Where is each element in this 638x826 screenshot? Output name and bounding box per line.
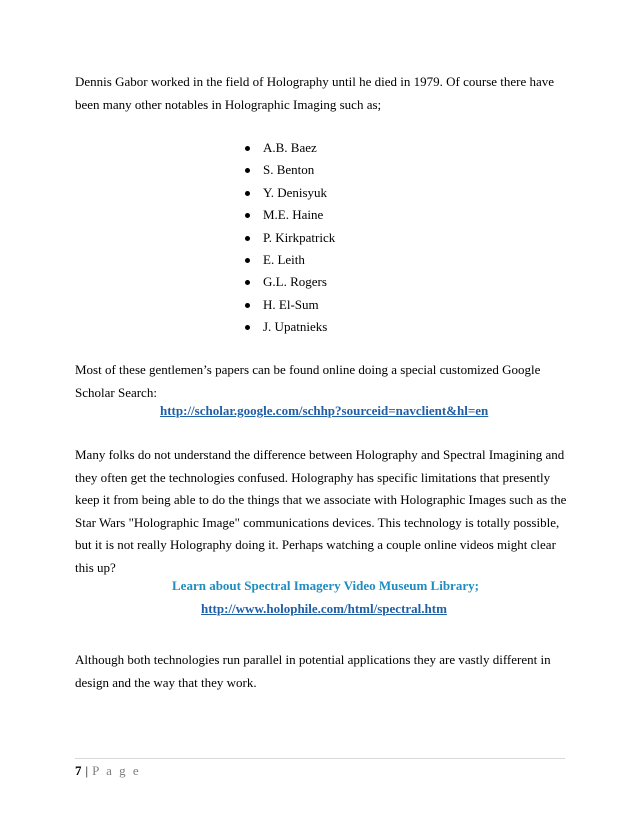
- list-item: S. Benton: [245, 159, 335, 181]
- page-footer: [75, 763, 141, 779]
- list-item: Y. Denisyuk: [245, 182, 335, 204]
- bullet-icon: [245, 258, 250, 263]
- list-item: P. Kirkpatrick: [245, 227, 335, 249]
- scholar-link[interactable]: http://scholar.google.com/schhp?sourceid=navclient&hl=en: [160, 403, 489, 418]
- list-item: A.B. Baez: [245, 137, 335, 159]
- spectral-video-heading: Learn about Spectral Imagery Video Museum Library;: [172, 578, 479, 593]
- list-item: M.E. Haine: [245, 204, 335, 226]
- bullet-icon: [245, 191, 250, 196]
- holophile-link[interactable]: http://www.holophile.com/html/spectral.htm: [201, 601, 447, 616]
- bullet-icon: [245, 146, 250, 151]
- list-item: G.L. Rogers: [245, 271, 335, 293]
- bullet-icon: [245, 325, 250, 330]
- bullet-icon: [245, 303, 250, 308]
- closing-paragraph: Although both technologies run parallel in potential applications they are vastly different in design and the way that they work.: [75, 652, 551, 690]
- intro-paragraph: Dennis Gabor worked in the field of Holography until he died in 1979. Of course there have been many other notables in Holographic Imaging such as;: [75, 74, 555, 112]
- bullet-icon: [245, 236, 250, 241]
- footer-separator: |: [85, 763, 89, 778]
- notables-list: [245, 137, 335, 339]
- bullet-icon: [245, 213, 250, 218]
- footer-divider: [75, 758, 565, 759]
- holography-paragraph: Many folks do not understand the difference between Holography and Spectral Imagining and they often get the technologies confused. Holography has specific limitations that presently keep it from being able to do the things that we associate with Holographic Images such as the Star Wars "Holographic Image" communications devices. This technology is totally possible, but it is not really Holography doing it. Perhaps watching a couple online videos might clear this up?: [75, 447, 567, 575]
- bullet-icon: [245, 168, 250, 173]
- list-item: E. Leith: [245, 249, 335, 271]
- scholar-paragraph: Most of these gentlemen’s papers can be found online doing a special customized Google Scholar Search:: [75, 362, 541, 400]
- page-number: 7: [75, 763, 82, 778]
- list-item: H. El-Sum: [245, 294, 335, 316]
- bullet-icon: [245, 280, 250, 285]
- list-item: J. Upatnieks: [245, 316, 335, 338]
- page-label: P a g e: [92, 763, 141, 778]
